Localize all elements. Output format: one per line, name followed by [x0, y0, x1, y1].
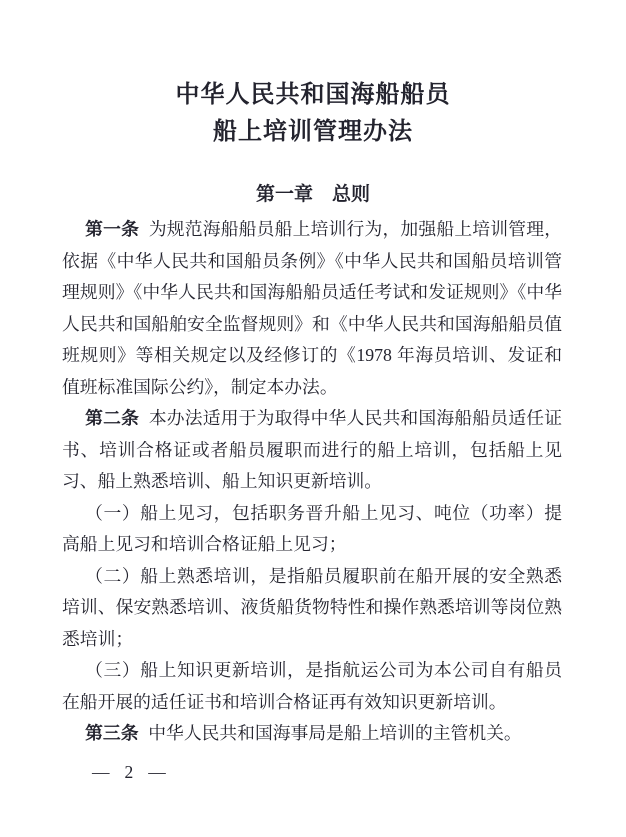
- document-title: [0, 77, 626, 151]
- page-number: 2: [124, 762, 134, 782]
- paragraph: [62, 214, 562, 403]
- document-title-line-1: 中华人民共和国海船船员: [175, 82, 451, 108]
- paragraph: [62, 403, 562, 498]
- paragraph-text: 为规范海船船员船上培训行为，加强船上培训管理，依据《中华人民共和国船员条例》《中华人民共和国船员培训管理规则》《中华人民共和国海船船员适任考试和发证规则》《中华人民共和国船舶安全监督规则》和《中华人民共和国海船船员值班规则》等相关规定以及经修订的《1978 年海员培训、发证和值班标准国际公约》，制定本办法。: [62, 219, 562, 397]
- document-title-line-2: 船上培训管理办法: [213, 119, 413, 145]
- page-footer: [92, 762, 166, 782]
- paragraph-text: （二）船上熟悉培训，是指船员履职前在船开展的安全熟悉培训、保安熟悉培训、液货船货物特性和操作熟悉培训等岗位熟悉培训；: [62, 565, 562, 649]
- footer-right-dash: —: [148, 762, 166, 782]
- article-number-label: 第二条: [85, 408, 140, 428]
- paragraph-text: 中华人民共和国海事局是船上培训的主管机关。: [148, 723, 522, 743]
- article-number-label: 第三条: [85, 723, 139, 743]
- chapter-heading: 第一章 总则: [255, 184, 370, 205]
- footer-left-dash: —: [92, 762, 110, 782]
- paragraph: [62, 718, 562, 750]
- article-number-label: 第一条: [85, 219, 140, 239]
- paragraph-text: （一）船上见习，包括职务晋升船上见习、吨位（功率）提高船上见习和培训合格证船上见习；: [62, 502, 562, 554]
- paragraph-text: （三）船上知识更新培训，是指航运公司为本公司自有船员在船开展的适任证书和培训合格证再有效知识更新培训。: [62, 660, 562, 712]
- paragraph: [62, 655, 562, 718]
- document-body: [62, 214, 562, 750]
- paragraph: [62, 498, 562, 561]
- paragraph: [62, 561, 562, 656]
- paragraph-text: 本办法适用于为取得中华人民共和国海船船员适任证书、培训合格证或者船员履职而进行的船上培训，包括船上见习、船上熟悉培训、船上知识更新培训。: [62, 408, 562, 491]
